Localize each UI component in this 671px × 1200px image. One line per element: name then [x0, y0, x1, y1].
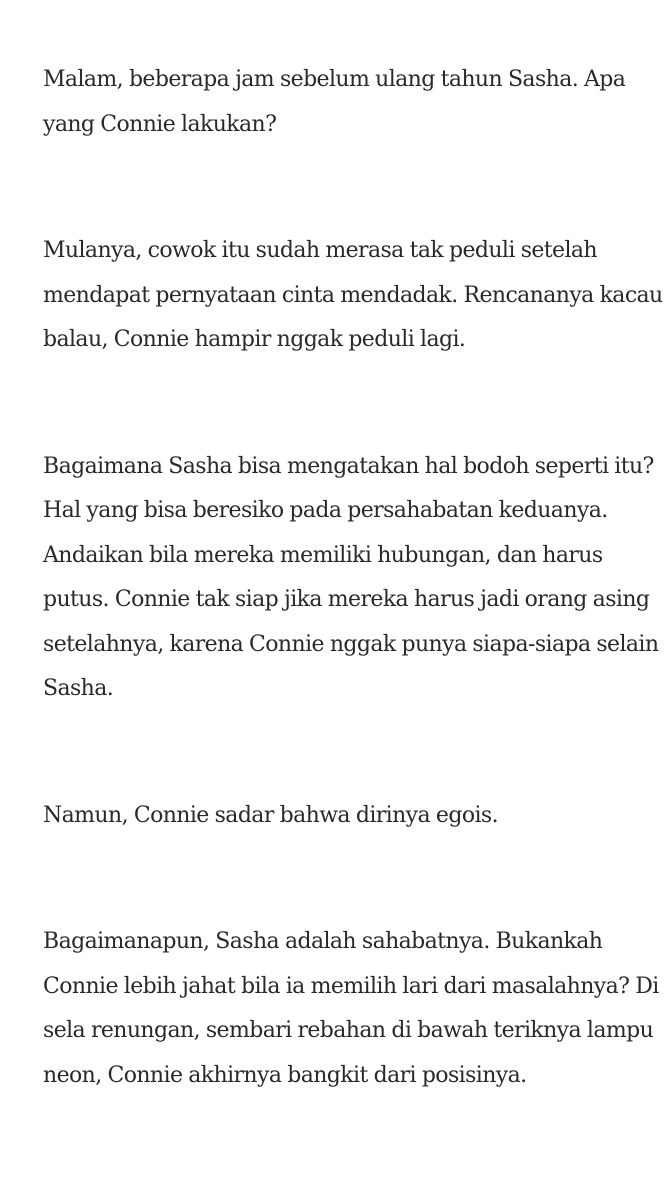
paragraph-4: Namun, Connie sadar bahwa dirinya egois. — [43, 802, 498, 828]
paragraph-5: Bagaimanapun, Sasha adalah sahabatnya. Bukankah Connie lebih jahat bila ia memilih lari dari masalahnya? Di sela renungan, sembari rebahan di bawah teriknya lampu neon, Connie akhirnya bangkit dari posisinya. — [43, 929, 659, 1088]
paragraph-3: Bagaimana Sasha bisa mengatakan hal bodoh seperti itu? Hal yang bisa beresiko pada persahabatan keduanya. Andaikan bila mereka memiliki hubungan, dan harus putus. Connie tak siap jika mereka harus jadi orang asing setelahnya, karena Connie nggak punya siapa-siapa selain Sasha. — [43, 453, 659, 701]
paragraph-1: Malam, beberapa jam sebelum ulang tahun Sasha. Apa yang Connie lakukan? — [43, 67, 626, 137]
story-text — [43, 58, 663, 1098]
paragraph-2: Mulanya, cowok itu sudah merasa tak peduli setelah mendapat pernyataan cinta mendadak. Rencananya kacau balau, Connie hampir nggak peduli lagi. — [43, 238, 663, 352]
